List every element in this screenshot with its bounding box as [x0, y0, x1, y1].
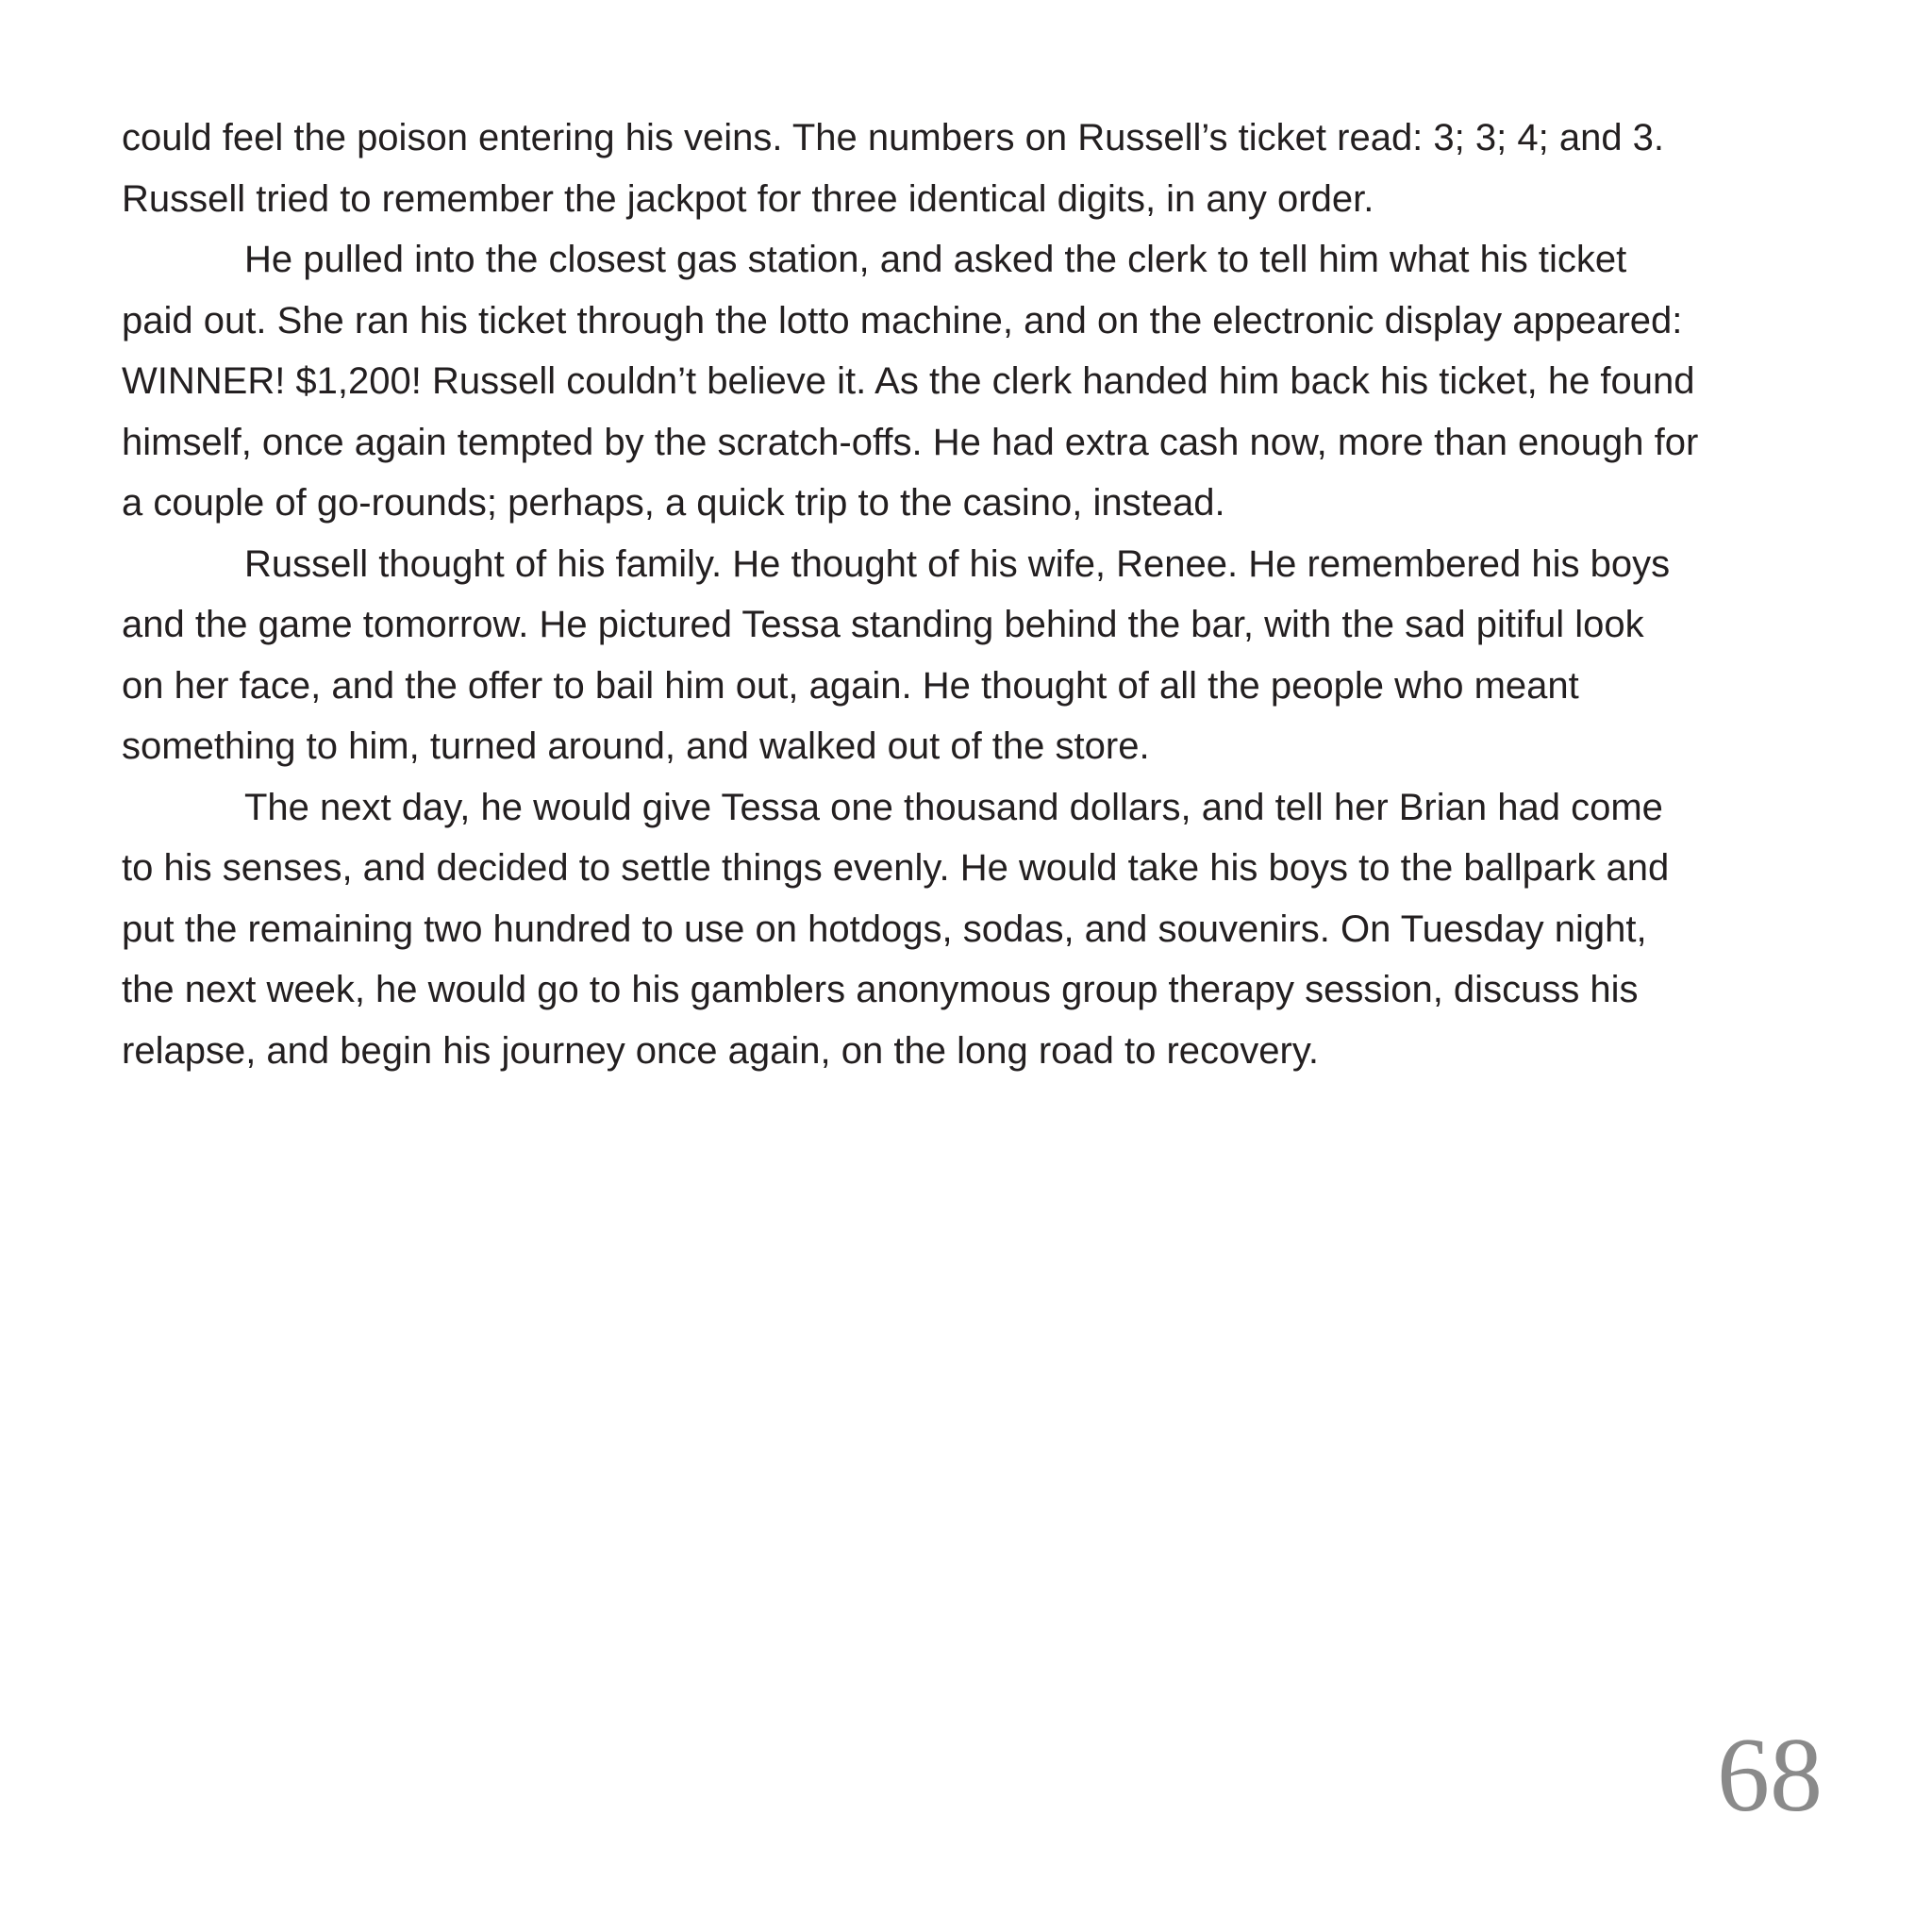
page-number: 68 [1717, 1717, 1823, 1834]
text-line: relapse, and begin his journey once again, on the long road to recovery. [122, 1029, 1319, 1072]
text-line: Russell tried to remember the jackpot for three identical digits, in any order. [122, 177, 1374, 220]
text-line: a couple of go-rounds; perhaps, a quick trip to the casino, instead. [122, 482, 1225, 524]
text-line: to his senses, and decided to settle things evenly. He would take his boys to the ballpark and [122, 847, 1670, 889]
text-line: something to him, turned around, and walked out of the store. [122, 725, 1150, 767]
text-line: The next day, he would give Tessa one thousand dollars, and tell her Brian had come [244, 786, 1663, 828]
body-text [122, 108, 1839, 1081]
text-line: WINNER! $1,200! Russell couldn’t believe it. As the clerk handed him back his ticket, he found [122, 360, 1695, 402]
text-line: and the game tomorrow. He pictured Tessa standing behind the bar, with the sad pitiful look [122, 604, 1644, 645]
text-line: Russell thought of his family. He thought of his wife, Renee. He remembered his boys [244, 542, 1671, 585]
text-line: could feel the poison entering his veins. The numbers on Russell’s ticket read: 3; 3; 4; and 3. [122, 117, 1665, 158]
text-line: put the remaining two hundred to use on hotdogs, sodas, and souvenirs. On Tuesday night, [122, 908, 1647, 950]
text-line: himself, once again tempted by the scratch-offs. He had extra cash now, more than enough for [122, 421, 1699, 463]
text-line: on her face, and the offer to bail him out, again. He thought of all the people who meant [122, 664, 1579, 707]
text-line: He pulled into the closest gas station, and asked the clerk to tell him what his ticket [244, 239, 1627, 280]
text-line: paid out. She ran his ticket through the lotto machine, and on the electronic display appeared: [122, 299, 1683, 341]
text-line: the next week, he would go to his gamblers anonymous group therapy session, discuss his [122, 969, 1639, 1010]
